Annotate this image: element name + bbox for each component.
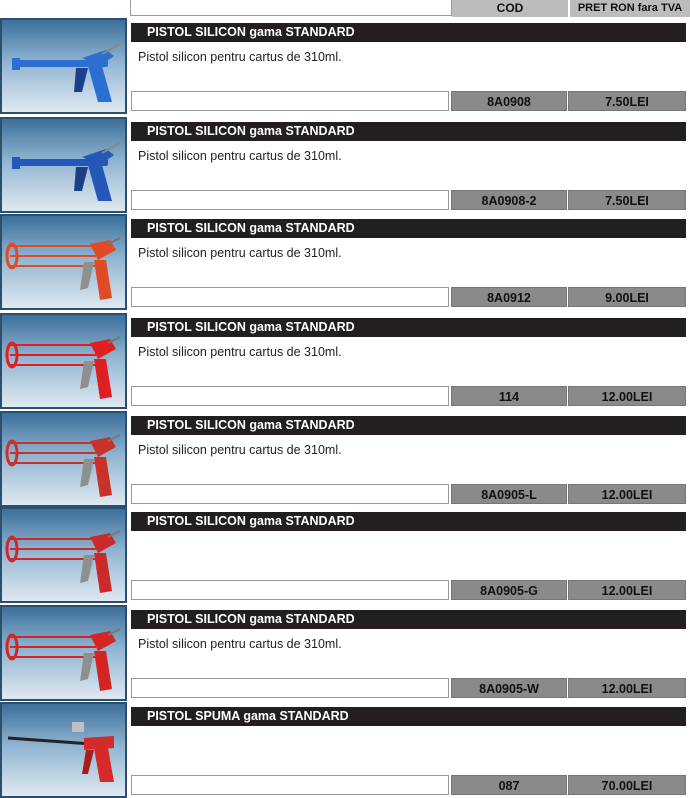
product-row <box>0 507 690 603</box>
header-pret: PRET RON fara TVA <box>570 0 690 17</box>
product-code: 114 <box>451 386 567 406</box>
product-description: Pistol silicon pentru cartus de 310ml. <box>138 50 342 64</box>
product-row <box>0 702 690 798</box>
caulking-gun-icon <box>2 119 125 211</box>
product-row <box>0 411 690 507</box>
product-blank-cell <box>131 775 449 795</box>
product-blank-cell <box>131 580 449 600</box>
product-price: 12.00LEI <box>568 580 686 600</box>
product-title: PISTOL SILICON gama STANDARD <box>131 219 686 238</box>
table-header <box>0 0 690 17</box>
product-blank-cell <box>131 386 449 406</box>
skeleton-caulking-gun-icon <box>2 413 125 505</box>
product-image[interactable] <box>0 18 127 114</box>
product-blank-cell <box>131 678 449 698</box>
product-title: PISTOL SILICON gama STANDARD <box>131 318 686 337</box>
product-title: PISTOL SILICON gama STANDARD <box>131 416 686 435</box>
skeleton-caulking-gun-icon <box>2 509 125 601</box>
skeleton-caulking-gun-icon <box>2 315 125 407</box>
product-row <box>0 605 690 701</box>
product-description: Pistol silicon pentru cartus de 310ml. <box>138 345 342 359</box>
header-blank-cell <box>130 0 452 16</box>
product-code: 8A0905-L <box>451 484 567 504</box>
product-title: PISTOL SILICON gama STANDARD <box>131 610 686 629</box>
product-code: 8A0912 <box>451 287 567 307</box>
header-cod: COD <box>452 0 568 17</box>
foam-gun-icon <box>2 704 125 796</box>
product-image[interactable] <box>0 214 127 310</box>
product-image[interactable] <box>0 117 127 213</box>
skeleton-caulking-gun-icon <box>2 607 125 699</box>
product-image[interactable] <box>0 702 127 798</box>
product-title: PISTOL SILICON gama STANDARD <box>131 122 686 141</box>
product-row <box>0 18 690 114</box>
product-price: 9.00LEI <box>568 287 686 307</box>
product-row <box>0 117 690 213</box>
product-description: Pistol silicon pentru cartus de 310ml. <box>138 149 342 163</box>
product-description: Pistol silicon pentru cartus de 310ml. <box>138 443 342 457</box>
product-description: Pistol silicon pentru cartus de 310ml. <box>138 637 342 651</box>
product-image[interactable] <box>0 507 127 603</box>
product-code: 087 <box>451 775 567 795</box>
product-row <box>0 214 690 310</box>
product-row <box>0 313 690 409</box>
product-image[interactable] <box>0 411 127 507</box>
product-price: 12.00LEI <box>568 484 686 504</box>
product-blank-cell <box>131 91 449 111</box>
product-title: PISTOL SILICON gama STANDARD <box>131 23 686 42</box>
product-price: 12.00LEI <box>568 386 686 406</box>
product-price: 12.00LEI <box>568 678 686 698</box>
product-title: PISTOL SPUMA gama STANDARD <box>131 707 686 726</box>
product-price: 70.00LEI <box>568 775 686 795</box>
product-title: PISTOL SILICON gama STANDARD <box>131 512 686 531</box>
product-code: 8A0905-W <box>451 678 567 698</box>
product-code: 8A0908-2 <box>451 190 567 210</box>
caulking-gun-icon <box>2 20 125 112</box>
skeleton-caulking-gun-icon <box>2 216 125 308</box>
product-price: 7.50LEI <box>568 91 686 111</box>
product-blank-cell <box>131 484 449 504</box>
product-code: 8A0905-G <box>451 580 567 600</box>
product-blank-cell <box>131 287 449 307</box>
product-code: 8A0908 <box>451 91 567 111</box>
product-blank-cell <box>131 190 449 210</box>
product-price: 7.50LEI <box>568 190 686 210</box>
product-image[interactable] <box>0 605 127 701</box>
product-description: Pistol silicon pentru cartus de 310ml. <box>138 246 342 260</box>
product-image[interactable] <box>0 313 127 409</box>
